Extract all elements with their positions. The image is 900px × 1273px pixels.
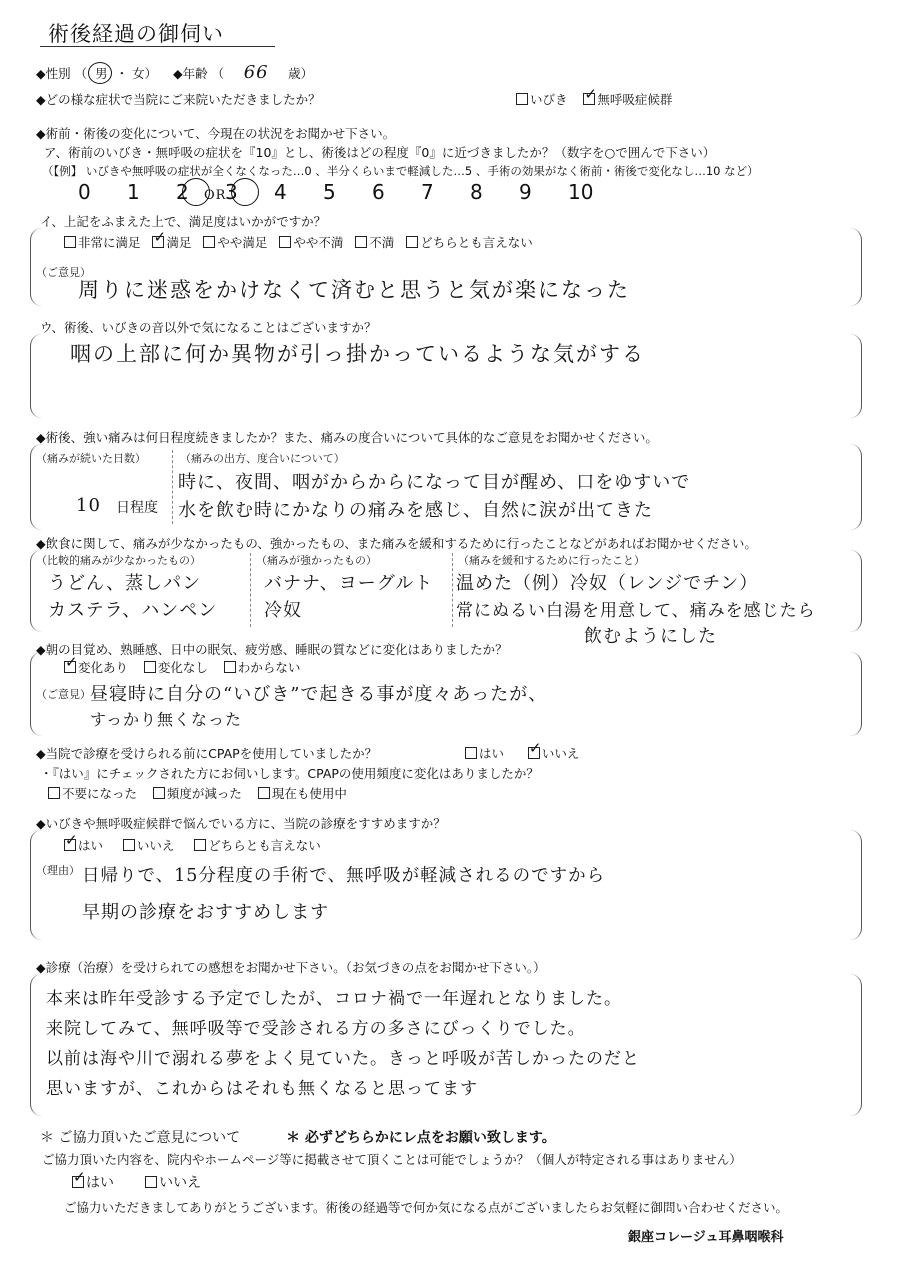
- q5-changed-checkbox[interactable]: [64, 661, 76, 673]
- q7-yes-label: はい: [78, 838, 104, 853]
- q2-opinion-label: （ご意見）: [36, 266, 91, 279]
- q5-unknown-label: わからない: [237, 660, 301, 675]
- q6-still-using-checkbox[interactable]: [258, 787, 270, 799]
- sat-satisfied-label: 満足: [166, 235, 192, 250]
- q6-unnecessary-label: 不要になった: [62, 786, 138, 801]
- sat-dissatisfied-label: 不満: [369, 235, 395, 250]
- sex-female-option[interactable]: 女）: [132, 66, 158, 81]
- age-close: 歳）: [288, 66, 314, 81]
- scale-8[interactable]: 8: [470, 180, 483, 204]
- q5-opinion-line1[interactable]: 昼寝時に自分の“いびき”で起きる事が度々あったが、: [90, 684, 548, 705]
- q6-reduced-label: 頻度が減った: [166, 786, 242, 801]
- q4-c3-label: （痛みを緩和するために行ったこと）: [458, 554, 645, 567]
- q3-detail-label: （痛みの出方、度合いについて）: [180, 452, 345, 465]
- q4-c2-line2[interactable]: 冷奴: [264, 600, 302, 621]
- q2-u-question: ウ、術後、いびきの音以外で気になることはございますか？: [40, 320, 377, 335]
- sex-male-label: 男: [95, 66, 108, 81]
- q3-days-unit: 日程度: [116, 500, 158, 516]
- sat-very-satisfied-label: 非常に満足: [78, 235, 141, 250]
- sat-neither-checkbox[interactable]: [406, 236, 418, 248]
- scale-10[interactable]: 10: [568, 180, 594, 204]
- scale-2[interactable]: 2: [176, 180, 189, 204]
- q5-opinion-label: （ご意見）: [36, 688, 91, 701]
- footer-permission-options: [72, 1172, 201, 1192]
- q7-no-checkbox[interactable]: [123, 839, 135, 851]
- scale-0[interactable]: 0: [78, 180, 91, 204]
- q4-c1-line2[interactable]: カステラ、ハンペン: [48, 600, 218, 621]
- q3-divider: [172, 450, 173, 524]
- q3-detail-line2[interactable]: 水を飲む時にかなりの痛みを感じ、自然に涙が出てきた: [178, 500, 653, 521]
- sex-male-option[interactable]: [91, 66, 112, 81]
- footer-note-check: ＊ 必ずどちらかにレ点をお願い致します。: [286, 1130, 556, 1146]
- sex-age-row: [36, 62, 313, 83]
- footer-permission-question: ご協力頂いた内容を、院内やホームページ等に掲載させて頂くことは可能でしょうか？（個人が特定される事はありません）: [42, 1152, 742, 1167]
- q7-options: [64, 836, 321, 854]
- q7-neither-label: どちらとも言えない: [208, 838, 321, 853]
- scale-7[interactable]: 7: [421, 180, 434, 204]
- q5-unchanged-checkbox[interactable]: [144, 661, 156, 673]
- age-label: ◆年齢: [173, 66, 208, 81]
- q5-options: [64, 658, 300, 676]
- sat-somewhat-satisfied-label: やや満足: [217, 235, 268, 250]
- q6-reduced-checkbox[interactable]: [153, 787, 165, 799]
- q7-question: ◆いびきや無呼吸症候群で悩んでいる方に、当院の診療をすすめますか？: [36, 816, 446, 831]
- q8-line1[interactable]: 本来は昨年受診する予定でしたが、コロナ禍で一年遅れとなりました。: [46, 989, 622, 1009]
- scale-or-note: OR: [204, 188, 227, 203]
- q2-i-question: イ、上記をふまえた上で、満足度はいかがですか？: [40, 214, 327, 229]
- q6-yes-label: はい: [479, 746, 505, 761]
- age-value[interactable]: 66: [243, 62, 269, 83]
- male-circle-mark: [88, 62, 112, 84]
- q2-satisfaction-options: [64, 233, 533, 251]
- q4-c3-line3[interactable]: 飲むようにした: [584, 626, 717, 647]
- q6-sub-question: ・『はい』にチェックされた方にお伺いします。CPAPの使用頻度に変化はありましたか？: [40, 766, 539, 781]
- clinic-name: 銀座コレージュ耳鼻咽喉科: [628, 1230, 784, 1245]
- q4-question: ◆飲食に関して、痛みが少なかったもの、強かったもの、また痛みを緩和するために行ったことなどがあればお聞かせください。: [36, 536, 757, 551]
- sat-dissatisfied-checkbox[interactable]: [355, 236, 367, 248]
- sat-somewhat-satisfied-checkbox[interactable]: [203, 236, 215, 248]
- q4-c2-line1[interactable]: バナナ、ヨーグルト: [264, 573, 434, 594]
- q2-opinion-text[interactable]: 周りに迷惑をかけなくて済むと思うと気が楽になった: [78, 278, 630, 302]
- q5-opinion-line2[interactable]: すっかり無くなった: [90, 710, 243, 729]
- q8-question: ◆診療（治療）を受けられての感想をお聞かせ下さい。（お気づきの点をお聞かせ下さい。）: [36, 960, 546, 975]
- sat-somewhat-dissatisfied-label: やや不満: [293, 235, 344, 250]
- q5-unknown-checkbox[interactable]: [224, 661, 236, 673]
- q6-yes-checkbox[interactable]: [465, 747, 477, 759]
- scale-3[interactable]: 3: [225, 180, 238, 204]
- permission-no-label: いいえ: [159, 1175, 202, 1191]
- sex-dot: ・: [115, 66, 129, 81]
- q8-line4[interactable]: 思いますが、これからはそれも無くなると思ってます: [46, 1079, 478, 1099]
- scale-1[interactable]: 1: [127, 180, 140, 204]
- q8-line3[interactable]: 以前は海や川で溺れる夢をよく見ていた。きっと呼吸が苦しかったのだと: [46, 1049, 640, 1069]
- q6-options: [465, 744, 579, 762]
- q6-unnecessary-checkbox[interactable]: [48, 787, 60, 799]
- q7-reason-line1[interactable]: 日帰りで、15分程度の手術で、無呼吸が軽減されるのですから: [82, 866, 606, 886]
- sat-very-satisfied-checkbox[interactable]: [64, 236, 76, 248]
- q7-reason-line2[interactable]: 早期の診療をおすすめします: [82, 902, 330, 923]
- sex-open: （: [74, 66, 88, 81]
- permission-yes-label: はい: [86, 1175, 114, 1191]
- scale-2-circle-mark: [182, 178, 210, 206]
- q7-neither-checkbox[interactable]: [194, 839, 206, 851]
- age-open: （: [211, 66, 225, 81]
- q4-c3-line1[interactable]: 温めた（例）冷奴（レンジでチン）: [456, 573, 759, 594]
- q8-line2[interactable]: 来院してみて、無呼吸等で受診される方の多さにびっくりでした。: [46, 1019, 586, 1039]
- q3-question: ◆術後、強い痛みは何日程度続きましたか？また、痛みの度合いについて具体的なご意見をお聞かせください。: [36, 430, 658, 445]
- title-underline: [40, 46, 275, 47]
- q4-divider-1: [250, 553, 251, 627]
- scale-5[interactable]: 5: [323, 180, 336, 204]
- q1-question: ◆どの様な症状で当院にご来院いただきましたか？: [36, 92, 321, 107]
- q3-days-label: （痛みが続いた日数）: [36, 452, 146, 465]
- q4-c1-label: （比較的痛みが少なかったもの）: [36, 554, 201, 567]
- sat-neither-label: どちらとも言えない: [420, 235, 533, 250]
- q2-scale: [78, 180, 617, 204]
- q6-still-using-label: 現在も使用中: [271, 786, 347, 801]
- q6-question: ◆当院で診療を受けられる前にCPAPを使用していましたか？: [36, 746, 378, 761]
- q1-apnea-checkbox[interactable]: [583, 93, 595, 105]
- q2-example: （【例】 いびきや無呼吸の症状が全くなくなった…0 、半分くらいまで軽減した…5 、手術の効果がなく術前・術後で変化なし…10 など）: [42, 164, 759, 178]
- scale-3-circle-mark: [231, 178, 259, 206]
- scale-4[interactable]: 4: [274, 180, 287, 204]
- q5-question: ◆朝の目覚め、熟睡感、日中の眠気、疲労感、睡眠の質などに変化はありましたか？: [36, 642, 508, 657]
- q7-reason-label: （理由）: [36, 864, 80, 877]
- q6-no-label: いいえ: [541, 746, 580, 761]
- q7-no-label: いいえ: [136, 838, 175, 853]
- q4-c1-line1[interactable]: うどん、蒸しパン: [48, 573, 202, 594]
- q4-divider-2: [452, 553, 453, 627]
- q2-a-question: ア、術前のいびき・無呼吸の症状を『10』とし、術後はどの程度『0』に近づきましたか？（数字を○で囲んで下さい）: [44, 145, 716, 160]
- q2-question: ◆術前・術後の変化について、今現在の状況をお聞かせ下さい。: [36, 126, 396, 141]
- sat-somewhat-dissatisfied-checkbox[interactable]: [279, 236, 291, 248]
- sex-label: ◆性別: [36, 66, 71, 81]
- q5-changed-label: 変化あり: [78, 660, 129, 675]
- sat-satisfied-checkbox[interactable]: [152, 236, 164, 248]
- q6-no-checkbox[interactable]: [528, 747, 540, 759]
- footer-thanks: ご協力いただきましてありがとうございます。術後の経過等で何か気になる点がございましたらお気軽に御問い合わせください。: [64, 1200, 789, 1215]
- permission-no-checkbox[interactable]: [145, 1176, 157, 1188]
- q6-sub-options: [48, 784, 347, 802]
- q4-c2-label: （痛みが強かったもの）: [256, 554, 377, 567]
- q3-days-value[interactable]: 10: [76, 495, 101, 516]
- scale-6[interactable]: 6: [372, 180, 385, 204]
- page-title: 術後経過の御伺い: [48, 22, 224, 46]
- scale-9[interactable]: 9: [519, 180, 532, 204]
- q1-options: [516, 90, 672, 108]
- q2-u-answer[interactable]: 咽の上部に何か異物が引っ掛かっているような気がする: [70, 342, 645, 366]
- q3-detail-line1[interactable]: 時に、夜間、咽がからからになって目が醒め、口をゆすいで: [178, 472, 691, 493]
- q4-c3-line2[interactable]: 常にぬるい白湯を用意して、痛みを感じたら: [456, 601, 816, 621]
- footer-note-opinion: ＊ ご協力頂いたご意見について: [40, 1130, 241, 1146]
- q5-unchanged-label: 変化なし: [157, 660, 208, 675]
- q1-snoring-checkbox[interactable]: [516, 93, 528, 105]
- q1-apnea-label: 無呼吸症候群: [597, 92, 673, 107]
- q7-yes-checkbox[interactable]: [64, 839, 76, 851]
- permission-yes-checkbox[interactable]: [72, 1176, 84, 1188]
- q1-snoring-label: いびき: [530, 92, 568, 107]
